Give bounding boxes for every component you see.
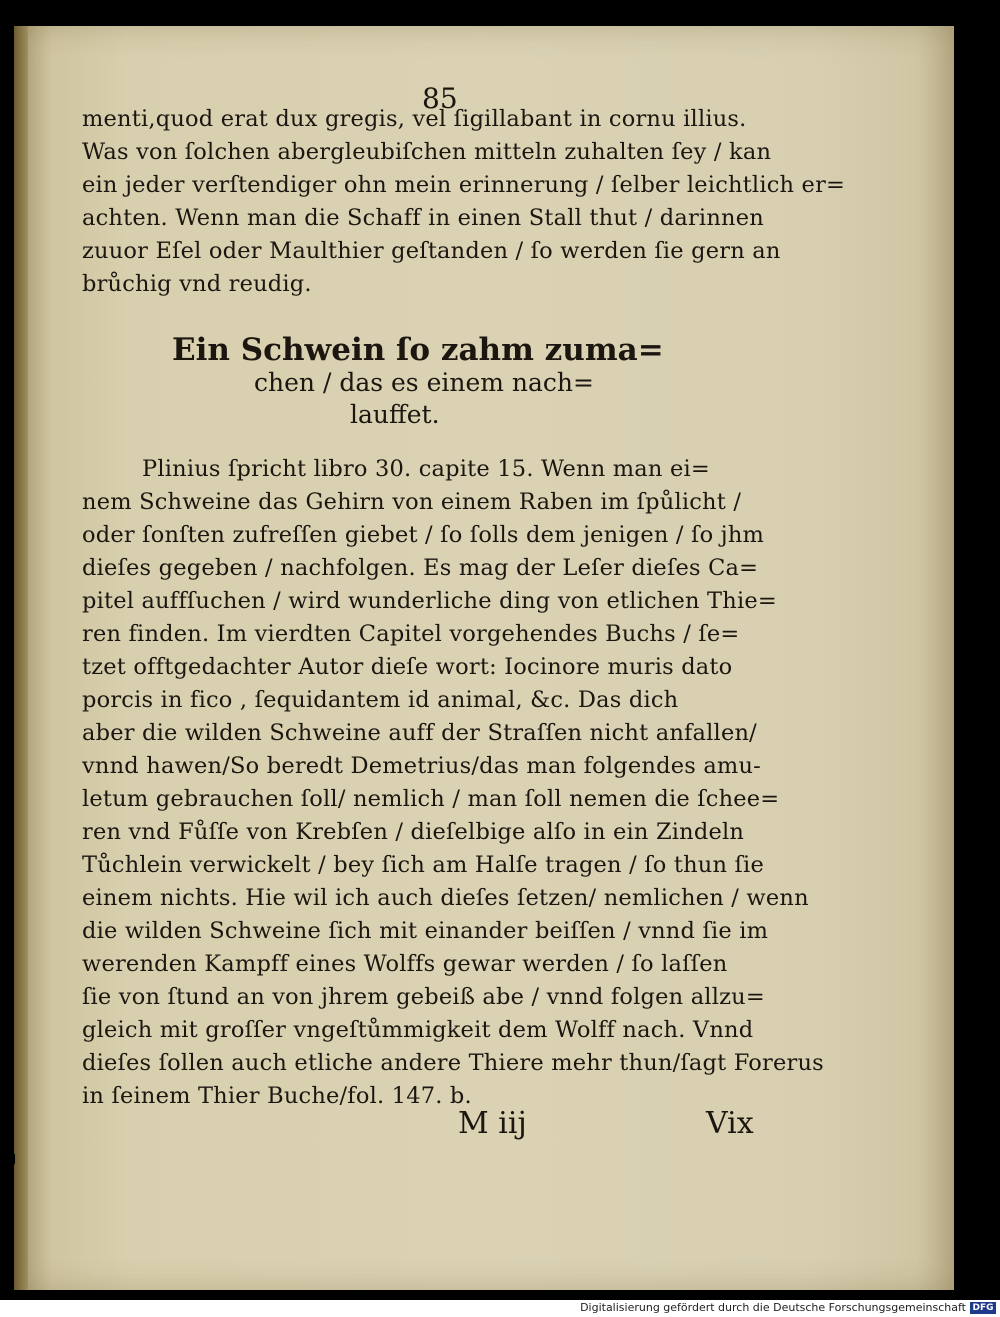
text-line: werenden Kampff eines Wolffs gewar werden / ſo laſſen — [82, 951, 728, 977]
dfg-logo-icon: DFG — [970, 1302, 996, 1314]
text-line: aber die wilden Schweine auff der Straſſen nicht anfallen/ — [82, 720, 757, 746]
text-line: brůchig vnd reudig. — [82, 271, 312, 297]
text-line: ſie von ſtund an von jhrem gebeiß abe / vnnd folgen allzu= — [82, 984, 765, 1010]
text-line: pitel auffſuchen / wird wunderliche ding von etlichen Thie= — [82, 588, 777, 614]
text-line: ren finden. Im vierdten Capitel vorgehendes Buchs / ſe= — [82, 621, 740, 647]
text-line: porcis in fico , ſequidantem id animal, &c. Das dich — [82, 687, 679, 713]
text-line: oder ſonſten zufreſſen giebet / ſo ſolls dem jenigen / ſo jhm — [82, 522, 765, 548]
section-heading-line: lauffet. — [350, 400, 440, 429]
text-line: Plinius ſpricht libro 30. capite 15. Wenn man ei= — [142, 456, 710, 482]
text-line: letum gebrauchen ſoll/ nemlich / man ſoll nemen die ſchee= — [82, 786, 780, 812]
text-line: gleich mit groſſer vngeſtůmmigkeit dem Wolff nach. Vnnd — [82, 1017, 754, 1043]
text-line: nem Schweine das Gehirn von einem Raben im ſpůlicht / — [82, 489, 742, 515]
text-line: ein jeder verſtendiger ohn mein erinnerung / ſelber leichtlich er= — [82, 172, 846, 198]
text-line: tzet offtgedachter Autor dieſe wort: Iocinore muris dato — [82, 654, 733, 680]
footer-credit: Digitalisierung gefördert durch die Deutsche Forschungsgemeinschaft — [580, 1301, 966, 1314]
text-line: achten. Wenn man die Schaff in einen Stall thut / darinnen — [82, 205, 764, 231]
page-spine-edge — [14, 26, 28, 1290]
signature-mark: M iij — [458, 1106, 527, 1141]
text-line: menti,quod erat dux gregis, vel ſigillabant in cornu illius. — [82, 106, 747, 132]
text-line: ren vnd Fůſſe von Krebſen / dieſelbige alſo in ein Zindeln — [82, 819, 745, 845]
catchword: Vix — [706, 1106, 754, 1141]
section-heading-line: Ein Schwein ſo zahm zuma= — [172, 332, 664, 368]
text-line: in ſeinem Thier Buche/fol. 147. b. — [82, 1083, 472, 1109]
section-heading-line: chen / das es einem nach= — [254, 368, 594, 397]
text-line: dieſes ſollen auch etliche andere Thiere mehr thun/ſagt Forerus — [82, 1050, 824, 1076]
text-line: Was von ſolchen abergleubiſchen mitteln zuhalten ſey / kan — [82, 139, 772, 165]
text-line: die wilden Schweine ſich mit einander beiſſen / vnnd ſie im — [82, 918, 769, 944]
text-line: einem nichts. Hie wil ich auch dieſes ſetzen/ nemlichen / wenn — [82, 885, 809, 911]
text-line: Tůchlein verwickelt / bey ſich am Halſe tragen / ſo thun ſie — [82, 852, 764, 878]
book-page — [14, 26, 954, 1290]
text-line: dieſes gegeben / nachfolgen. Es mag der Leſer dieſes Ca= — [82, 555, 759, 581]
page-number: 85 — [422, 82, 458, 115]
scan-artifact-dot — [8, 1152, 15, 1166]
text-line: vnnd hawen/So beredt Demetrius/das man folgendes amu- — [82, 753, 761, 779]
page-foot — [14, 1106, 954, 1146]
footer-bar — [0, 1300, 1000, 1317]
text-line: zuuor Eſel oder Maulthier geſtanden / ſo werden ſie gern an — [82, 238, 781, 264]
